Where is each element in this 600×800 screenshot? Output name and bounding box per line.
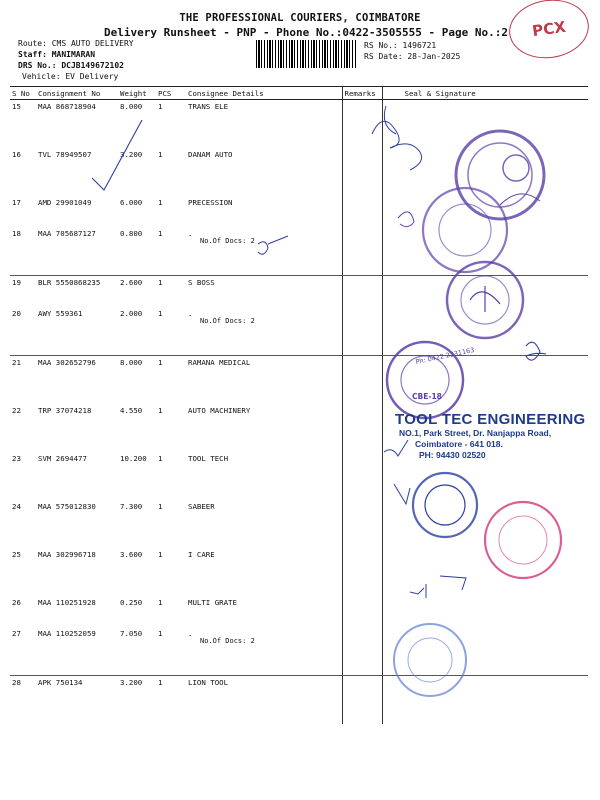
cell-consignment: SVM 2694477 [38,454,87,463]
cell-consignee: TOOL TECH [188,454,229,463]
check-signature [92,120,142,190]
icare-stamp [485,502,561,578]
cell-consignment: MAA 575012830 [38,502,96,511]
company-title: THE PROFESSIONAL COURIERS, COIMBATORE [179,12,421,24]
cell-consignment: MAA 705687127 [36,217,118,276]
cell-weight: 2.600 [120,278,143,287]
consignee-dot: . [188,229,193,238]
cell-weight: 3.200 [120,150,143,159]
cell-weight: 3.600 [120,550,143,559]
tooltec-address2: Coimbatore - 641 018. [415,439,503,449]
royas-stamp-phone: Ph: 0422 2231163 [414,345,476,367]
cell-weight: 4.550 [120,406,143,415]
consignee-dot: . [188,629,193,638]
tooltec-name: TOOL TEC ENGINEERING [395,411,586,428]
cell-pcs: 1 [158,358,163,367]
cell-weight: 3.200 [120,678,143,687]
cell-pcs: 1 [158,150,163,159]
cell-consignment: MAA 302652796 [38,358,96,367]
col-pcs: PCS [156,87,186,100]
tooltec-stamp [395,411,585,461]
pcx-stamp: PCX [505,0,592,63]
cell-sno: 21 [12,358,21,367]
signature-scribble [372,121,422,170]
cell-sno: 20 [10,297,36,356]
cell-consignee: I CARE [188,550,215,559]
cell-consignee: S BOSS [188,278,215,287]
cell-consignment: TRP 37074218 [38,406,92,415]
liontool-stamp [394,624,466,696]
cell-pcs: 1 [158,406,163,415]
cell-sno: 24 [12,502,21,511]
cell-pcs: 1 [156,297,186,356]
cell-pcs: 1 [158,598,163,607]
signature-scribble [410,576,466,598]
docs-count: No.Of Docs: 2 [200,637,255,645]
cell-sno: 15 [12,102,21,111]
cell-consignee: DANAM AUTO [188,150,233,159]
cell-sno: 22 [12,406,21,415]
cell-weight: 0.800 [118,217,156,276]
consignee-dot: . [188,309,193,318]
cell-pcs: 1 [156,217,186,276]
cell-weight: 8.000 [120,102,143,111]
cell-pcs: 1 [156,617,186,676]
cell-sno: 17 [12,198,21,207]
runsheet-subtitle: Delivery Runsheet - PNP - Phone No.:0422-3505555 - Page No.:2 [104,26,508,39]
cell-consignment: APK 750134 [38,678,83,687]
cell-sno: 16 [12,150,21,159]
cell-sno: 28 [12,678,21,687]
cell-consignment: BLR 5550868235 [38,278,101,287]
cell-weight: 10.200 [120,454,147,463]
cell-consignee: RAMANA MEDICAL [188,358,251,367]
cell-pcs: 1 [158,278,163,287]
staff-label: Staff: MANIMARAN [18,50,96,59]
signature-scribble [384,106,396,134]
vehicle-label: Vehicle: EV Delivery [22,72,119,81]
cell-consignee: MULTI GRATE [188,598,237,607]
col-remarks: Remarks [342,87,382,100]
docs-count: No.Of Docs: 2 [200,317,255,325]
route-label: Route: CMS AUTO DELIVERY [18,39,134,48]
cell-pcs: 1 [158,550,163,559]
cell-weight: 2.000 [118,297,156,356]
cell-weight: 0.250 [120,598,143,607]
cell-consignee: AUTO MACHINERY [188,406,251,415]
cell-pcs: 1 [158,102,163,111]
cell-weight: 6.000 [120,198,143,207]
cell-sno: 18 [10,217,36,276]
docs-count: No.Of Docs: 2 [200,237,255,245]
cell-sno: 25 [12,550,21,559]
col-weight: Weight [118,87,156,100]
cell-consignee: SABEER [188,502,215,511]
cell-consignee: PRECESSION [188,198,233,207]
col-sno: S No [10,87,36,100]
rs-number: RS No.: 1496721 [364,41,437,50]
cell-consignment: MAA 868718904 [38,102,96,111]
cell-sno: 19 [12,278,21,287]
cell-pcs: 1 [158,198,163,207]
tooltec-address1: NO.1, Park Street, Dr. Nanjappa Road, [399,428,552,438]
cell-pcs: 1 [158,502,163,511]
cell-consignee: TRANS ELE [188,102,229,111]
royas-stamp-city: CBE-18 [412,392,442,401]
signature-scribble [526,342,546,360]
cell-consignment: AWY 559361 [36,297,118,356]
cell-consignment: AMD 29901049 [38,198,92,207]
col-seal: Seal & Signature [382,87,588,100]
tooltec-phone: PH: 94430 02520 [419,450,486,460]
cell-consignment: MAA 302996718 [38,550,96,559]
drs-number: DRS No.: DCJB149672102 [18,61,124,70]
cell-sno: 26 [12,598,21,607]
cell-consignment: TVL 78949507 [38,150,92,159]
cell-weight: 7.050 [118,617,156,676]
cell-sno: 23 [12,454,21,463]
cell-consignment: MAA 110251928 [38,598,96,607]
col-consignee: Consignee Details [186,87,342,100]
rs-date: RS Date: 28-Jan-2025 [364,52,461,61]
cell-consignee: LION TOOL [188,678,229,687]
cell-weight: 8.000 [120,358,143,367]
cell-pcs: 1 [158,454,163,463]
col-consignment: Consignment No [36,87,118,100]
sabeer-stamp [413,473,477,537]
cell-consignment: MAA 110252059 [36,617,118,676]
cell-pcs: 1 [158,678,163,687]
cell-weight: 7.300 [120,502,143,511]
cell-sno: 27 [10,617,36,676]
